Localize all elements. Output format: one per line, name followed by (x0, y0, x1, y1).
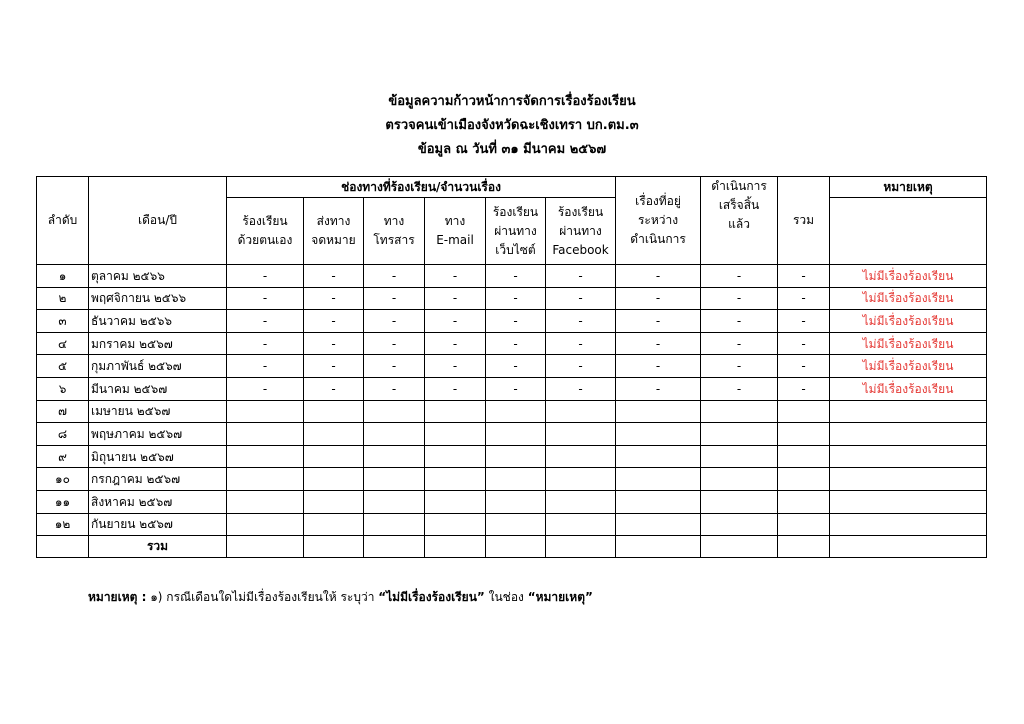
row-value-cell (227, 513, 304, 536)
row-note-cell (830, 468, 987, 491)
report-title-block (0, 90, 1024, 162)
row-value-cell: - (227, 355, 304, 378)
row-value-cell (778, 445, 830, 468)
table-row (37, 355, 987, 378)
row-value-cell (227, 423, 304, 446)
row-value-cell (486, 468, 546, 491)
row-value-cell: - (304, 332, 364, 355)
row-value-cell: - (304, 355, 364, 378)
column-header-number: ลำดับ (37, 177, 89, 265)
total-label: รวม (89, 536, 227, 558)
column-header-note: หมายเหตุ (830, 177, 987, 198)
table-total-row (37, 536, 987, 558)
total-cell (546, 536, 616, 558)
row-note-cell (830, 490, 987, 513)
row-note-cell: ไม่มีเรื่องร้องเรียน (830, 287, 987, 310)
row-value-cell: - (778, 332, 830, 355)
row-value-cell (701, 423, 778, 446)
row-value-cell (778, 490, 830, 513)
row-value-cell: - (364, 332, 425, 355)
row-note-cell (830, 423, 987, 446)
row-value-cell: - (425, 265, 486, 288)
row-value-cell (425, 490, 486, 513)
row-value-cell: - (546, 265, 616, 288)
row-value-cell (701, 513, 778, 536)
row-value-cell: - (701, 377, 778, 400)
row-value-cell (701, 445, 778, 468)
row-value-cell (304, 490, 364, 513)
row-value-cell: - (425, 310, 486, 333)
row-value-cell (364, 423, 425, 446)
table-row (37, 445, 987, 468)
row-number-cell: ๓ (37, 310, 89, 333)
row-value-cell (778, 468, 830, 491)
column-header-month: เดือน/ปี (89, 177, 227, 265)
row-value-cell: - (616, 332, 701, 355)
row-value-cell (616, 513, 701, 536)
row-value-cell (486, 490, 546, 513)
row-value-cell: - (546, 355, 616, 378)
total-number-cell (37, 536, 89, 558)
footnote-text: ๑) กรณีเดือนใดไม่มีเรื่องร้องเรียนให้ ระบุว่า (146, 590, 379, 604)
row-number-cell: ๙ (37, 445, 89, 468)
row-note-cell (830, 513, 987, 536)
row-value-cell (616, 490, 701, 513)
row-value-cell (486, 513, 546, 536)
row-month-cell: ธันวาคม ๒๕๖๖ (89, 310, 227, 333)
row-value-cell (425, 400, 486, 423)
row-value-cell: - (364, 265, 425, 288)
row-value-cell: - (486, 310, 546, 333)
row-value-cell: - (701, 310, 778, 333)
row-value-cell (616, 423, 701, 446)
row-value-cell: - (227, 332, 304, 355)
row-value-cell (425, 445, 486, 468)
row-value-cell (778, 400, 830, 423)
row-value-cell: - (227, 310, 304, 333)
row-month-cell: กรกฎาคม ๒๕๖๗ (89, 468, 227, 491)
table-row (37, 468, 987, 491)
row-value-cell: - (304, 287, 364, 310)
row-value-cell (778, 513, 830, 536)
footnote-quote-no-complaint: “ไม่มีเรื่องร้องเรียน” (378, 590, 485, 604)
row-note-cell: ไม่มีเรื่องร้องเรียน (830, 355, 987, 378)
row-value-cell: - (304, 377, 364, 400)
row-value-cell (546, 423, 616, 446)
row-value-cell: - (425, 287, 486, 310)
row-value-cell: - (364, 355, 425, 378)
row-value-cell (546, 513, 616, 536)
row-value-cell: - (701, 355, 778, 378)
row-month-cell: เมษายน ๒๕๖๗ (89, 400, 227, 423)
row-month-cell: มีนาคม ๒๕๖๗ (89, 377, 227, 400)
row-number-cell: ๕ (37, 355, 89, 378)
row-value-cell: - (546, 332, 616, 355)
row-note-cell: ไม่มีเรื่องร้องเรียน (830, 310, 987, 333)
row-value-cell: - (425, 377, 486, 400)
column-group-channels: ช่องทางที่ร้องเรียน/จำนวนเรื่อง (227, 177, 616, 198)
row-value-cell: - (486, 355, 546, 378)
footnote (88, 588, 593, 607)
report-date: ข้อมูล ณ วันที่ ๓๑ มีนาคม ๒๕๖๗ (417, 142, 607, 157)
row-value-cell: - (616, 355, 701, 378)
table-body (37, 265, 987, 536)
row-value-cell: - (486, 332, 546, 355)
row-value-cell (616, 445, 701, 468)
row-value-cell: - (616, 287, 701, 310)
row-value-cell: - (304, 265, 364, 288)
row-number-cell: ๑ (37, 265, 89, 288)
total-cell (304, 536, 364, 558)
row-value-cell: - (425, 355, 486, 378)
row-number-cell: ๒ (37, 287, 89, 310)
row-value-cell (304, 400, 364, 423)
row-value-cell (546, 400, 616, 423)
table-row (37, 310, 987, 333)
row-month-cell: มกราคม ๒๕๖๗ (89, 332, 227, 355)
row-note-cell: ไม่มีเรื่องร้องเรียน (830, 265, 987, 288)
row-number-cell: ๗ (37, 400, 89, 423)
row-value-cell (364, 513, 425, 536)
column-header-total: รวม (778, 177, 830, 265)
row-value-cell (364, 445, 425, 468)
row-value-cell: - (778, 377, 830, 400)
row-value-cell: - (486, 287, 546, 310)
total-cell (364, 536, 425, 558)
table-row (37, 332, 987, 355)
row-value-cell: - (546, 377, 616, 400)
row-value-cell (701, 400, 778, 423)
row-value-cell (546, 468, 616, 491)
row-value-cell (364, 490, 425, 513)
column-header-email: ทาง E-mail (425, 198, 486, 265)
row-month-cell: กุมภาพันธ์ ๒๕๖๗ (89, 355, 227, 378)
row-value-cell (701, 490, 778, 513)
row-value-cell (425, 513, 486, 536)
row-month-cell: พฤศจิกายน ๒๕๖๖ (89, 287, 227, 310)
row-number-cell: ๘ (37, 423, 89, 446)
row-number-cell: ๑๐ (37, 468, 89, 491)
complaint-progress-table (36, 176, 987, 558)
row-month-cell: กันยายน ๒๕๖๗ (89, 513, 227, 536)
row-value-cell: - (425, 332, 486, 355)
row-value-cell (304, 468, 364, 491)
row-value-cell: - (364, 287, 425, 310)
row-month-cell: ตุลาคม ๒๕๖๖ (89, 265, 227, 288)
row-note-cell (830, 400, 987, 423)
row-value-cell (227, 445, 304, 468)
column-header-in-progress: เรื่องที่อยู่ ระหว่าง ดำเนินการ (616, 177, 701, 265)
column-header-completed: ดำเนินการ เสร็จสิ้น แล้ว (701, 177, 778, 265)
footnote-quote-note: “หมายเหตุ” (527, 590, 593, 604)
table-row (37, 265, 987, 288)
row-value-cell (486, 400, 546, 423)
row-value-cell (304, 423, 364, 446)
row-value-cell (425, 468, 486, 491)
row-value-cell (546, 445, 616, 468)
row-note-cell (830, 445, 987, 468)
row-value-cell (616, 400, 701, 423)
total-cell (778, 536, 830, 558)
row-value-cell (486, 423, 546, 446)
row-value-cell: - (227, 287, 304, 310)
row-value-cell: - (778, 287, 830, 310)
table-row (37, 287, 987, 310)
footnote-label: หมายเหตุ : (88, 590, 147, 604)
row-value-cell (227, 468, 304, 491)
row-note-cell: ไม่มีเรื่องร้องเรียน (830, 332, 987, 355)
total-cell (830, 536, 987, 558)
row-value-cell (364, 468, 425, 491)
row-value-cell: - (778, 310, 830, 333)
row-value-cell: - (778, 265, 830, 288)
column-header-mail: ส่งทาง จดหมาย (304, 198, 364, 265)
total-cell (425, 536, 486, 558)
row-value-cell: - (227, 265, 304, 288)
total-cell (227, 536, 304, 558)
table-row (37, 490, 987, 513)
row-number-cell: ๑๒ (37, 513, 89, 536)
table-row (37, 400, 987, 423)
total-cell (701, 536, 778, 558)
row-value-cell: - (486, 265, 546, 288)
total-cell (616, 536, 701, 558)
row-value-cell: - (227, 377, 304, 400)
row-number-cell: ๔ (37, 332, 89, 355)
column-header-fax: ทาง โทรสาร (364, 198, 425, 265)
row-value-cell (486, 445, 546, 468)
table-header-row (37, 177, 987, 198)
row-value-cell (701, 468, 778, 491)
column-header-note-blank (830, 198, 987, 265)
table-row (37, 377, 987, 400)
total-cell (486, 536, 546, 558)
row-value-cell (227, 490, 304, 513)
table-row (37, 513, 987, 536)
row-value-cell: - (364, 377, 425, 400)
row-value-cell (778, 423, 830, 446)
row-value-cell (304, 513, 364, 536)
row-value-cell (616, 468, 701, 491)
row-value-cell: - (701, 287, 778, 310)
row-value-cell (364, 400, 425, 423)
row-value-cell: - (616, 265, 701, 288)
row-number-cell: ๖ (37, 377, 89, 400)
row-month-cell: พฤษภาคม ๒๕๖๗ (89, 423, 227, 446)
row-value-cell: - (778, 355, 830, 378)
row-value-cell (304, 445, 364, 468)
row-number-cell: ๑๑ (37, 490, 89, 513)
row-value-cell: - (701, 332, 778, 355)
row-value-cell (425, 423, 486, 446)
column-header-website: ร้องเรียน ผ่านทาง เว็บไซต์ (486, 198, 546, 265)
row-month-cell: มิถุนายน ๒๕๖๗ (89, 445, 227, 468)
column-header-in-person: ร้องเรียน ด้วยตนเอง (227, 198, 304, 265)
report-title: ข้อมูลความก้าวหน้าการจัดการเรื่องร้องเรียน (388, 94, 636, 109)
row-value-cell: - (616, 377, 701, 400)
row-month-cell: สิงหาคม ๒๕๖๗ (89, 490, 227, 513)
row-value-cell: - (546, 310, 616, 333)
row-value-cell (546, 490, 616, 513)
row-value-cell (227, 400, 304, 423)
column-header-facebook: ร้องเรียน ผ่านทาง Facebook (546, 198, 616, 265)
row-value-cell: - (546, 287, 616, 310)
row-value-cell: - (304, 310, 364, 333)
row-value-cell: - (701, 265, 778, 288)
row-value-cell: - (616, 310, 701, 333)
row-note-cell: ไม่มีเรื่องร้องเรียน (830, 377, 987, 400)
report-subtitle-agency: ตรวจคนเข้าเมืองจังหวัดฉะเชิงเทรา บก.ตม.๓ (385, 118, 639, 133)
row-value-cell: - (364, 310, 425, 333)
row-value-cell: - (486, 377, 546, 400)
footnote-text-middle: ในช่อง (484, 590, 528, 604)
table-row (37, 423, 987, 446)
